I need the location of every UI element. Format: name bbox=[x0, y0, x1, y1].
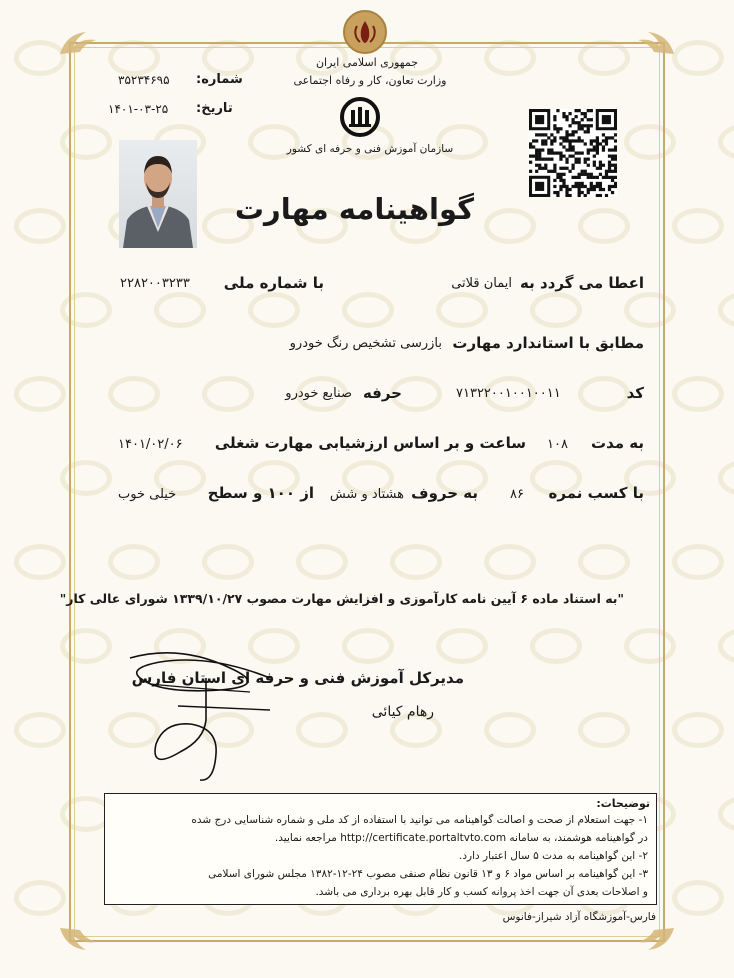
note-line-3: ۲- این گواهینامه به مدت ۵ سال اعتبار دارد. bbox=[459, 850, 648, 862]
certificate-title: گواهینامه مهارت bbox=[234, 192, 474, 226]
note-line-2: در گواهینامه هوشمند، به سامانه http://certificate.portaltvto.com مراجعه نمایید. bbox=[274, 832, 648, 844]
issuer-footer: فارس-آموزشگاه آزاد شیراز-فانوس bbox=[502, 911, 656, 923]
corner-ornament-top-left-icon bbox=[56, 28, 102, 58]
holder-photo bbox=[119, 140, 197, 248]
ministry-name: وزارت تعاون، کار و رفاه اجتماعی bbox=[293, 74, 447, 87]
watermark-tile bbox=[14, 376, 66, 412]
watermark-tile bbox=[672, 208, 724, 244]
watermark-tile bbox=[672, 376, 724, 412]
score-value: ۸۶ bbox=[510, 487, 524, 502]
country-name: جمهوری اسلامی ایران bbox=[315, 56, 419, 69]
watermark-tile bbox=[718, 628, 734, 664]
watermark-tile bbox=[672, 40, 724, 76]
level-value: خیلی خوب bbox=[118, 487, 177, 502]
organization-logo-icon bbox=[340, 97, 380, 137]
code-value: ۷۱۳۲۲۰۰۱۰۰۱۰۰۱۱ bbox=[456, 386, 561, 401]
number-value: ۳۵۲۳۴۶۹۵ bbox=[118, 73, 170, 87]
trade-value: صنایع خودرو bbox=[285, 386, 352, 401]
national-id-value: ۲۲۸۲۰۰۳۲۳۳ bbox=[120, 276, 190, 291]
trade-label: حرفه bbox=[362, 384, 402, 402]
score-label: با کسب نمره bbox=[548, 484, 644, 502]
watermark-tile bbox=[14, 208, 66, 244]
duration-value: ۱۰۸ bbox=[547, 437, 568, 452]
number-label: شماره: bbox=[196, 72, 243, 87]
watermark-tile bbox=[672, 544, 724, 580]
assessment-date: ۱۴۰۱/۰۲/۰۶ bbox=[118, 437, 183, 452]
holder-name: ایمان قلاتی bbox=[451, 276, 512, 291]
level-label: از ۱۰۰ و سطح bbox=[207, 484, 314, 502]
note-line-1: ۱- جهت استعلام از صحت و اصالت گواهینامه می توانید با استفاده از کد ملی و شماره شناسایی درج شده bbox=[191, 814, 648, 826]
signatory-name: رهام کیائی bbox=[371, 704, 434, 720]
notes-box bbox=[104, 793, 657, 905]
watermark-tile bbox=[14, 880, 66, 916]
national-id-label: با شماره ملی bbox=[223, 274, 324, 292]
corner-ornament-bottom-right-icon bbox=[632, 924, 678, 954]
date-label: تاریخ: bbox=[196, 101, 233, 116]
note-line-4: ۳- این گواهینامه بر اساس مواد ۶ و ۱۳ قانون نظام صنفی مصوب ۲۴-۱۲-۱۳۸۲ مجلس شورای اسلامی bbox=[208, 868, 648, 880]
assessment-label: ساعت و بر اساس ارزشیابی مهارت شغلی bbox=[214, 434, 526, 452]
signature-icon bbox=[120, 648, 300, 788]
legal-basis: "به استناد ماده ۶ آیین نامه کارآموزی و افزایش مهارت مصوب ۱۳۳۹/۱۰/۲۷ شورای عالی کار" bbox=[59, 591, 624, 606]
organization-name: سازمان آموزش فنی و حرفه ای کشور bbox=[286, 143, 454, 155]
watermark-tile bbox=[14, 712, 66, 748]
notes-heading: توضیحات: bbox=[596, 797, 650, 810]
national-emblem-icon bbox=[343, 10, 387, 54]
standard-label: مطابق با استاندارد مهارت bbox=[452, 334, 644, 352]
watermark-tile bbox=[14, 544, 66, 580]
code-label: کد bbox=[626, 384, 644, 402]
watermark-tile bbox=[672, 712, 724, 748]
verification-qr-code[interactable] bbox=[529, 109, 617, 197]
watermark-tile bbox=[718, 796, 734, 832]
score-words: هشتاد و شش bbox=[329, 487, 404, 502]
watermark-tile bbox=[718, 292, 734, 328]
watermark-tile bbox=[672, 880, 724, 916]
signatory-title: مدیرکل آموزش فنی و حرفه ای استان فارس bbox=[131, 669, 464, 687]
watermark-tile bbox=[718, 124, 734, 160]
date-value: ۱۴۰۱-۰۳-۲۵ bbox=[108, 102, 169, 116]
standard-value: بازرسی تشخیص رنگ خودرو bbox=[289, 336, 442, 351]
in-words-label: به حروف bbox=[411, 484, 478, 502]
note-line-5: و اصلاحات بعدی آن جهت اخذ پروانه کسب و کار قابل بهره برداری می باشد. bbox=[315, 886, 648, 898]
corner-ornament-bottom-left-icon bbox=[56, 924, 102, 954]
granted-label: اعطا می گردد به bbox=[520, 274, 644, 292]
watermark-tile bbox=[718, 460, 734, 496]
duration-label: به مدت bbox=[591, 434, 644, 452]
corner-ornament-top-right-icon bbox=[632, 28, 678, 58]
